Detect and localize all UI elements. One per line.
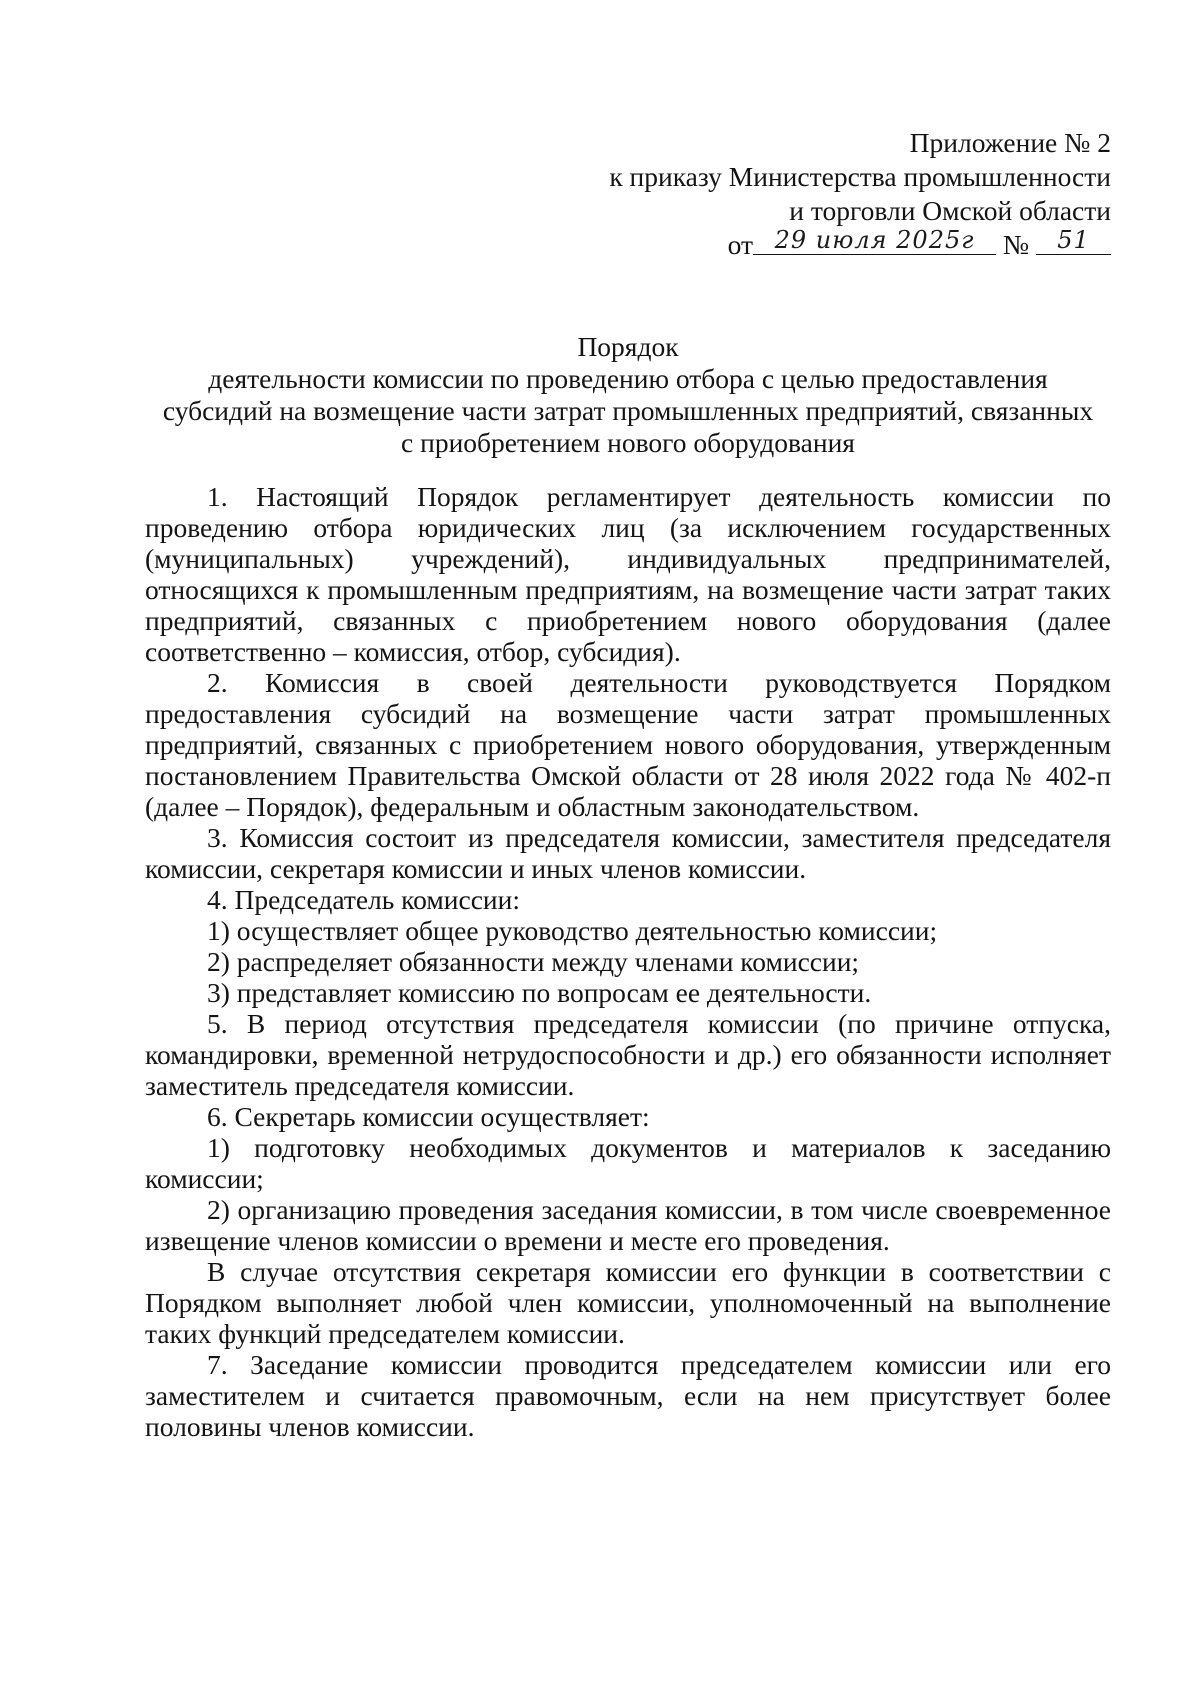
appendix-date-line [609,228,1111,262]
paragraph: 6. Секретарь комиссии осуществляет: [207,1101,650,1132]
paragraph: 5. В период отсутствия председателя комиссии (по причине отпуска, командировки, временной нетрудоспособности и др.) его обязанности исполняет заместитель председателя комиссии. [145,1008,1111,1101]
paragraph: 4. Председатель комиссии: [207,884,520,915]
document-body [145,481,1111,1442]
paragraph: 1) осуществляет общее руководство деятельностью комиссии; [207,915,938,946]
title-line: деятельности комиссии по проведению отбора с целью предоставления [208,363,1048,394]
title-heading: Порядок [577,331,679,362]
appendix-number: Приложение № 2 [909,127,1111,158]
title-line: с приобретением нового оборудования [401,427,855,458]
from-label: от [727,229,753,260]
appendix-ministry: и торговли Омской области [789,195,1111,226]
paragraph: 3) представляет комиссию по вопросам ее деятельности. [207,977,872,1008]
number-label: № [1002,229,1030,260]
handwritten-date: 29 июля 2025г [774,226,975,254]
handwritten-number: 51 [1057,226,1090,254]
paragraph: 2. Комиссия в своей деятельности руководствуется Порядком предоставления субсидий на возмещение части затрат промышленных предприятий, связанных с приобретением нового оборудования, утвержденным постановлением Правительства Омской области от 28 июля 2022 года № 402-п (далее – Порядок), федеральным и областным законодательством. [145,667,1111,822]
appendix-header [609,126,1111,262]
paragraph: 3. Комиссия состоит из председателя комиссии, заместителя председателя комиссии, секретаря комиссии и иных членов комиссии. [145,822,1111,884]
paragraph: 2) организацию проведения заседания комиссии, в том числе своевременное извещение членов комиссии о времени и месте его проведения. [145,1194,1111,1256]
appendix-order-ref: к приказу Министерства промышленности [609,161,1111,192]
paragraph: 7. Заседание комиссии проводится председателем комиссии или его заместителем и считается правомочным, если на нем присутствует более половины членов комиссии. [145,1349,1111,1442]
paragraph: 2) распределяет обязанности между членами комиссии; [207,946,860,977]
paragraph: 1) подготовку необходимых документов и материалов к заседанию комиссии; [145,1132,1111,1194]
paragraph: В случае отсутствия секретаря комиссии его функции в соответствии с Порядком выполняет любой член комиссии, уполномоченный на выполнение таких функций председателем комиссии. [145,1256,1111,1349]
document-title [145,331,1111,459]
title-line: субсидий на возмещение части затрат промышленных предприятий, связанных [162,395,1094,426]
number-field [1036,228,1111,255]
paragraph: 1. Настоящий Порядок регламентирует деятельность комиссии по проведению отбора юридических лиц (за исключением государственных (муниципальных) учреждений), индивидуальных предпринимателей, относящихся к промышленным предприятиям, на возмещение части затрат таких предприятий, связанных с приобретением нового оборудования (далее соответственно – комиссия, отбор, субсидия). [145,481,1111,667]
date-field [753,228,996,255]
